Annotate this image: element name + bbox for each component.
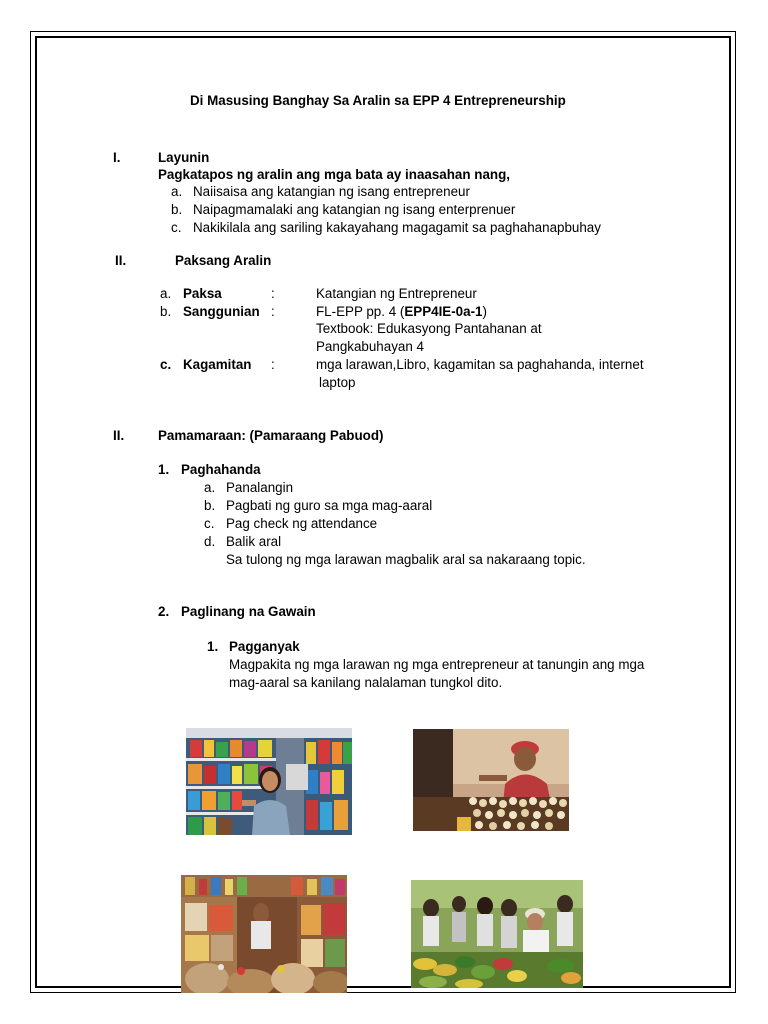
pagganyak-heading: Pagganyak xyxy=(229,639,300,654)
balik-aral-note: Sa tulong ng mga larawan magbalik aral sa nakaraang topic. xyxy=(226,552,586,567)
step-b-letter: b. xyxy=(204,498,216,513)
sari-sari-store-photo xyxy=(186,728,352,835)
paksa-value: Katangian ng Entrepreneur xyxy=(316,286,477,301)
step-d-text: Balik aral xyxy=(226,534,282,549)
step-b-text: Pagbati ng guro sa mga mag-aaral xyxy=(226,498,433,513)
sanggunian-value-pre: FL-EPP pp. 4 ( xyxy=(316,304,405,319)
section-1-numeral: I. xyxy=(113,150,121,165)
step-c-letter: c. xyxy=(204,516,215,531)
step-a-letter: a. xyxy=(204,480,216,495)
document-title: Di Masusing Banghay Sa Aralin sa EPP 4 Entrepreneurship xyxy=(190,93,566,108)
section-3-heading: Pamamaraan: (Pamaraang Pabuod) xyxy=(158,428,384,443)
section-1-intro: Pagkatapos ng aralin ang mga bata ay inaasahan nang, xyxy=(158,167,510,182)
paglinang-heading: Paglinang na Gawain xyxy=(181,604,316,619)
paksa-letter: a. xyxy=(160,286,172,301)
pagganyak-text-line1: Magpakita ng mga larawan ng mga entrepreneur at tanungin ang mga xyxy=(229,657,645,672)
kagamitan-letter: c. xyxy=(160,357,172,372)
step-a-text: Panalangin xyxy=(226,480,294,495)
section-3-numeral: II. xyxy=(113,428,125,443)
step-d-letter: d. xyxy=(204,534,216,549)
sanggunian-code: EPP4IE-0a-1 xyxy=(404,304,483,319)
objective-c-text: Nakikilala ang sariling kakayahang magagamit sa paghahanapbuhay xyxy=(193,220,601,235)
section-2-numeral: II. xyxy=(115,253,127,268)
sanggunian-value xyxy=(316,303,487,321)
paghahanda-number: 1. xyxy=(158,462,170,477)
pagganyak-text-line2: mag-aaral sa kanilang nalalaman tungkol dito. xyxy=(229,675,503,690)
market-vendor-photo xyxy=(413,729,569,831)
kagamitan-value: mga larawan,Libro, kagamitan sa paghahanda, internet xyxy=(316,357,644,372)
sanggunian-value-line2: Textbook: Edukasyong Pantahanan at xyxy=(316,321,542,336)
paglinang-number: 2. xyxy=(158,604,170,619)
kagamitan-value-line2: laptop xyxy=(319,375,356,390)
paghahanda-heading: Paghahanda xyxy=(181,462,261,477)
sanggunian-colon: : xyxy=(271,304,275,319)
pagganyak-number: 1. xyxy=(207,639,219,654)
objective-b-text: Naipagmamalaki ang katangian ng isang enterprenuer xyxy=(193,202,516,217)
step-c-text: Pag check ng attendance xyxy=(226,516,378,531)
objective-a-letter: a. xyxy=(171,184,183,199)
paksa-label: Paksa xyxy=(183,286,222,301)
general-store-photo xyxy=(181,875,347,993)
section-1-heading: Layunin xyxy=(158,150,210,165)
sanggunian-label: Sanggunian xyxy=(183,304,260,319)
objective-b-letter: b. xyxy=(171,202,183,217)
paksa-colon: : xyxy=(271,286,275,301)
objective-c-letter: c. xyxy=(171,220,182,235)
sanggunian-value-line3: Pangkabuhayan 4 xyxy=(316,339,424,354)
vegetable-market-photo xyxy=(411,880,583,988)
sanggunian-letter: b. xyxy=(160,304,172,319)
kagamitan-colon: : xyxy=(271,357,275,372)
kagamitan-label: Kagamitan xyxy=(183,357,252,372)
objective-a-text: Naiisaisa ang katangian ng isang entrepreneur xyxy=(193,184,470,199)
section-2-heading: Paksang Aralin xyxy=(175,253,272,268)
sanggunian-value-post: ) xyxy=(482,304,487,319)
